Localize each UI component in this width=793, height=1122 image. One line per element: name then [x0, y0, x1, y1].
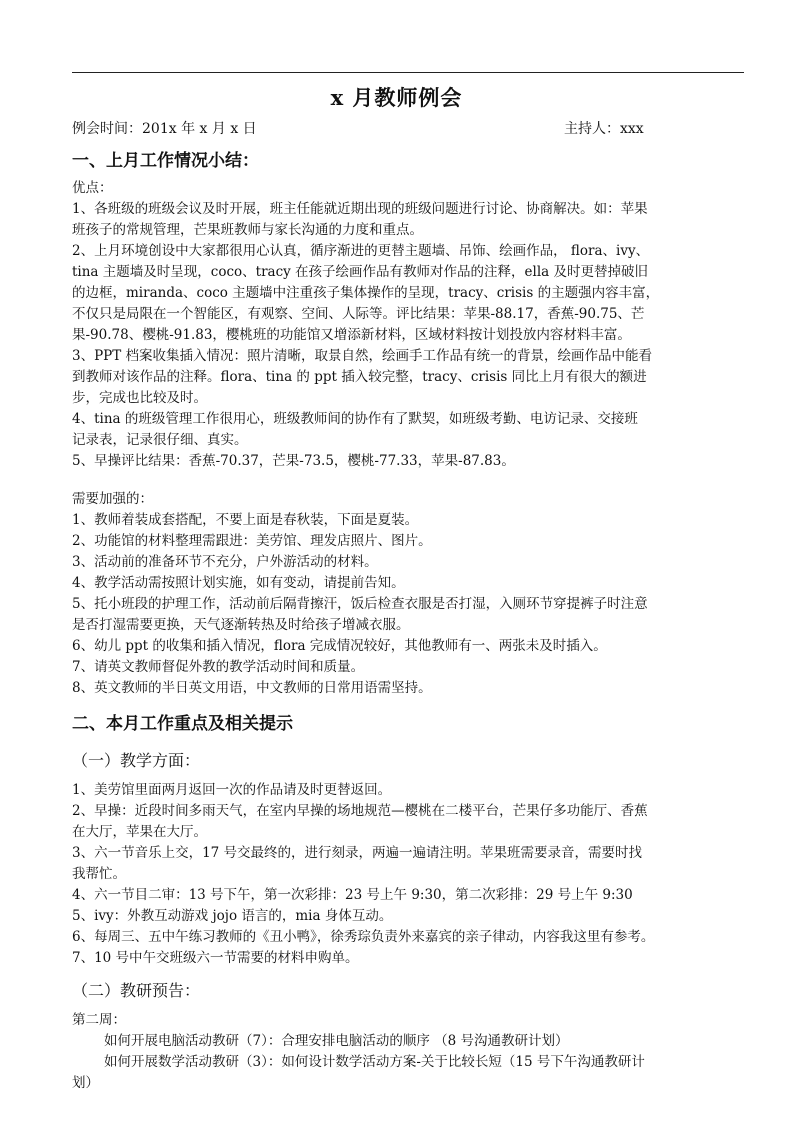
- teaching-line: 2、早操：近段时间多雨天气，在室内早操的场地规范—樱桃在二楼平台，芒果仔多功能厅、香蕉: [72, 803, 648, 819]
- teaching-line: 我帮忙。: [72, 866, 126, 882]
- improvement-line: 是否打湿需要更换，天气逐渐转热及时给孩子增减衣服。: [72, 617, 410, 633]
- improvement-line: 6、幼儿 ppt 的收集和插入情况，flora 完成情况较好，其他教师有一、两张未及时插入。: [72, 638, 607, 654]
- improvements-block: [72, 489, 744, 699]
- research-block: [72, 1010, 744, 1094]
- strengths-line: 2、上月环境创设中大家都很用心认真，循序渐进的更替主题墙、吊饰、绘画作品， flora、ivy、: [72, 243, 650, 259]
- header-rule: [72, 72, 744, 73]
- section2-heading: 二、本月工作重点及相关提示: [72, 714, 293, 734]
- research-heading: （二）教研预告：: [72, 981, 201, 1000]
- week-label: 第二周：: [72, 1012, 126, 1028]
- teaching-line: 3、六一节音乐上交，17 号交最终的，进行刻录，两遍一遍请注明。苹果班需要录音，需要时找: [72, 845, 643, 861]
- improvement-line: 8、英文教师的半日英文用语，中文教师的日常用语需坚持。: [72, 680, 432, 696]
- teaching-line: 5、ivy：外教互动游戏 jojo 语言的，mia 身体互动。: [72, 908, 393, 924]
- teaching-line: 1、美劳馆里面两月返回一次的作品请及时更替返回。: [72, 782, 392, 798]
- document-title: x 月教师例会: [330, 85, 463, 110]
- strengths-line: 班孩子的常规管理，芒果班教师与家长沟通的力度和重点。: [72, 222, 423, 238]
- research-line: 划）: [72, 1075, 99, 1091]
- teaching-line: 7、10 号中午交班级六一节需要的材料申购单。: [72, 950, 359, 966]
- research-line: 如何开展数学活动教研（3）：如何设计数学活动方案-关于比较长短（15 号下午沟通教研计: [104, 1054, 645, 1070]
- improvement-line: 4、教学活动需按照计划实施，如有变动，请提前告知。: [72, 575, 405, 591]
- strengths-line: tina 主题墙及时呈现，coco、tracy 在孩子绘画作品有教师对作品的注释，ella 及时更替掉破旧: [72, 264, 649, 280]
- teaching-block: [72, 780, 744, 969]
- strengths-label: 优点：: [72, 180, 113, 196]
- improvement-line: 3、活动前的准备环节不充分，户外游活动的材料。: [72, 554, 378, 570]
- teaching-line: 在大厅，苹果在大厅。: [72, 824, 207, 840]
- improvements-label: 需要加强的：: [72, 491, 153, 507]
- strengths-block: [72, 178, 744, 472]
- improvement-line: 7、请英文教师督促外教的教学活动时间和质量。: [72, 659, 365, 675]
- strengths-line: 的边框，miranda、coco 主题墙中注重孩子集体操作的呈现，tracy、crisis 的主题强内容丰富，: [72, 285, 660, 301]
- improvement-line: 1、教师着装成套搭配，不要上面是春秋装，下面是夏装。: [72, 512, 419, 528]
- strengths-line: 到教师对该作品的注释。flora、tina 的 ppt 插入较完整，tracy、crisis 同比上月有很大的额进: [72, 369, 647, 385]
- teaching-heading: （一）教学方面：: [72, 751, 201, 770]
- strengths-line: 不仅只是局限在一个智能区，有观察、空间、人际等。评比结果：苹果-88.17，香蕉-90.75、芒: [72, 306, 645, 322]
- strengths-line: 记录表，记录很仔细、真实。: [72, 432, 248, 448]
- strengths-line: 4、tina 的班级管理工作很用心，班级教师间的协作有了默契，如班级考勤、电访记录、交接班: [72, 411, 638, 427]
- teaching-line: 6、每周三、五中午练习教师的《丑小鸭》，徐秀琮负责外来嘉宾的亲子律动，内容我这里有参考。: [72, 929, 655, 945]
- improvement-line: 2、功能馆的材料整理需跟进：美劳馆、理发店照片、图片。: [72, 533, 432, 549]
- strengths-line: 3、PPT 档案收集插入情况：照片清晰，取景自然，绘画手工作品有统一的背景，绘画作品中能看: [72, 348, 653, 364]
- teaching-line: 4、六一节目二审：13 号下午，第一次彩排：23 号上午 9:30，第二次彩排：29 号上午 9:30: [72, 887, 633, 903]
- meeting-time: 例会时间：201x 年 x 月 x 日: [72, 121, 257, 137]
- strengths-line: 步，完成也比较及时。: [72, 390, 207, 406]
- improvement-line: 5、托小班段的护理工作，活动前后隔背擦汗，饭后检查衣服是否打湿，入厕环节穿提裤子时注意: [72, 596, 648, 612]
- strengths-line: 1、各班级的班级会议及时开展，班主任能就近期出现的班级问题进行讨论、协商解决。如：苹果: [72, 201, 648, 217]
- strengths-line: 5、早操评比结果：香蕉-70.37，芒果-73.5，樱桃-77.33，苹果-87.83。: [72, 453, 515, 469]
- research-line: 如何开展电脑活动教研（7）：合理安排电脑活动的顺序 （8 号沟通教研计划）: [104, 1033, 569, 1049]
- meeting-host: 主持人：xxx: [564, 121, 644, 137]
- section1-heading: 一、上月工作情况小结：: [72, 151, 259, 171]
- strengths-line: 果-90.78、樱桃-91.83，樱桃班的功能馆又增添新材料，区域材料按计划投放内容材料丰富。: [72, 327, 631, 343]
